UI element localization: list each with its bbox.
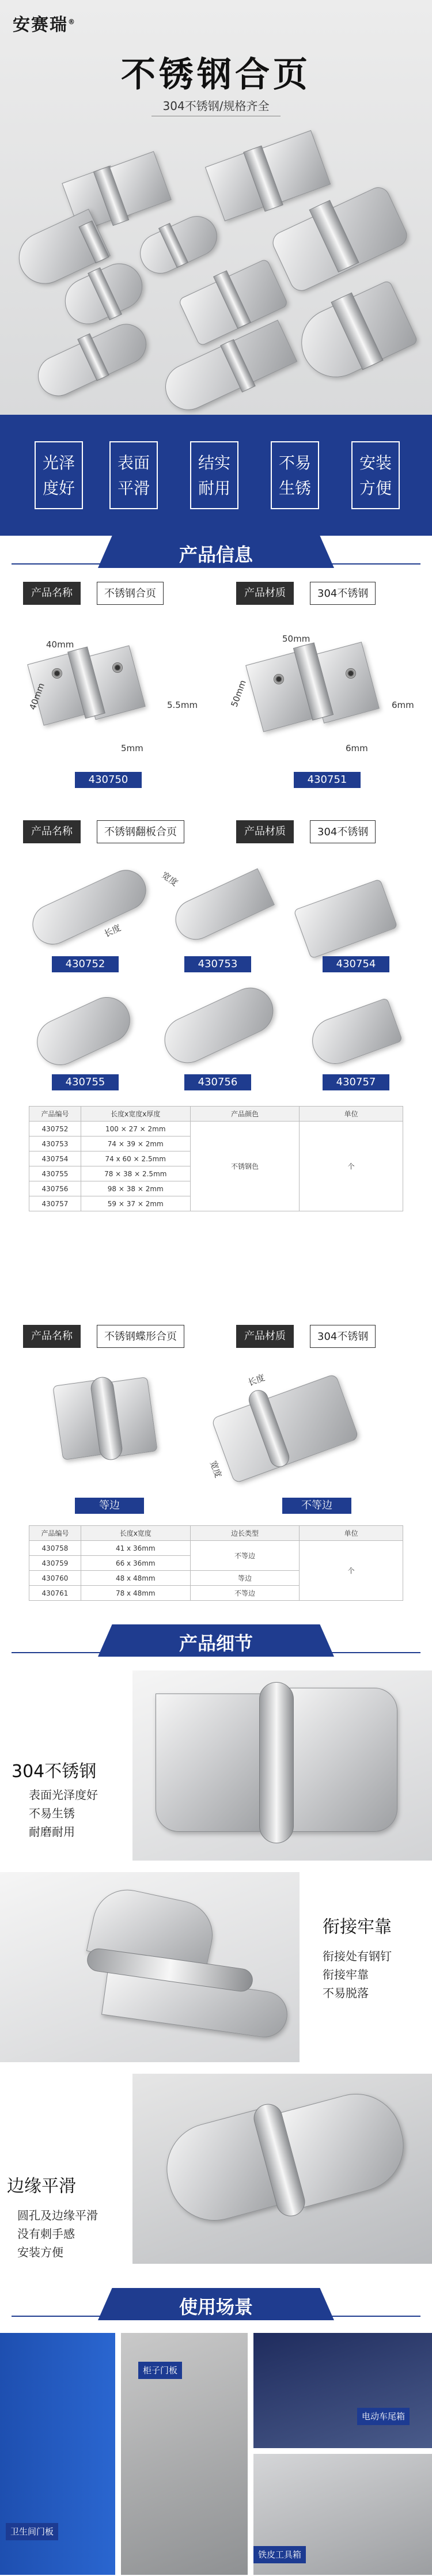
table-cell-color: 不锈钢色 xyxy=(190,1122,300,1211)
section-title-info: 产品信息 xyxy=(179,544,253,566)
hero-subtitle-text: 304不锈钢/规格齐全 xyxy=(151,97,281,116)
table-cell-size: 74 × 39 × 2mm xyxy=(81,1137,190,1151)
product-code: 430752 xyxy=(52,956,119,972)
table-header: 产品编号 xyxy=(29,1107,81,1122)
table-cell-type: 不等边 xyxy=(190,1586,300,1601)
group2-material: 304不锈钢 xyxy=(310,820,376,843)
dim-thickness: 5.5mm xyxy=(167,700,198,710)
table-cell-size: 48 x 48mm xyxy=(81,1571,190,1586)
label-product-name: 产品名称 xyxy=(23,1325,81,1348)
product-image-430755 xyxy=(29,990,138,1073)
table-cell-type: 不等边 xyxy=(190,1541,300,1571)
table-cell-size: 78 × 38 × 2.5mm xyxy=(81,1166,190,1181)
table-cell-size: 78 x 48mm xyxy=(81,1586,190,1601)
spec-table-flap xyxy=(29,1106,403,1211)
table-cell-code: 430758 xyxy=(29,1541,81,1556)
table-header: 长度x宽度 xyxy=(81,1526,190,1541)
detail-line: 不易生锈 xyxy=(29,1806,75,1820)
label-product-name: 产品名称 xyxy=(23,820,81,843)
table-cell-size: 98 × 38 × 2mm xyxy=(81,1181,190,1196)
detail-line: 不易脱落 xyxy=(323,1986,369,2000)
spec-table-butterfly xyxy=(29,1525,403,1601)
table-header: 产品编号 xyxy=(29,1526,81,1541)
detail-line: 安装方便 xyxy=(17,2245,63,2259)
dim-knuckle: 6mm xyxy=(346,743,368,753)
table-cell-size: 66 x 36mm xyxy=(81,1556,190,1571)
dim-width: 50mm xyxy=(282,634,310,644)
detail-line: 耐磨耐用 xyxy=(29,1825,75,1839)
table-cell-type: 等边 xyxy=(190,1571,300,1586)
product-image-430754 xyxy=(293,878,397,959)
table-cell-code: 430760 xyxy=(29,1571,81,1586)
dim-width: 40mm xyxy=(46,639,74,650)
benefits-bar xyxy=(0,415,432,536)
product-code: 430750 xyxy=(75,772,142,788)
detail-line: 衔接处有钢钉 xyxy=(323,1949,392,1963)
label-product-material: 产品材质 xyxy=(236,582,294,605)
detail-line: 衔接牢靠 xyxy=(323,1968,369,1982)
detail-photo-1 xyxy=(132,1670,432,1861)
table-cell-code: 430755 xyxy=(29,1166,81,1181)
table-cell-code: 430757 xyxy=(29,1196,81,1211)
table-header: 边长类型 xyxy=(190,1526,300,1541)
detail-line: 圆孔及边缘平滑 xyxy=(17,2208,98,2222)
table-row xyxy=(29,1541,403,1556)
label-product-name: 产品名称 xyxy=(23,582,81,605)
table-cell-unit: 个 xyxy=(300,1541,403,1601)
usage-photo-ebike xyxy=(253,2333,432,2448)
table-cell-code: 430761 xyxy=(29,1586,81,1601)
benefit-2: 表面平滑 xyxy=(109,441,158,509)
product-code: 430753 xyxy=(184,956,251,972)
group3-name: 不锈钢蝶形合页 xyxy=(97,1325,184,1348)
product-code: 430756 xyxy=(184,1074,251,1090)
usage-caption: 卫生间门板 xyxy=(6,2523,58,2540)
dim-height: 40mm xyxy=(27,681,47,711)
benefit-1: 光泽度好 xyxy=(35,441,83,509)
detail-text-2 xyxy=(323,1947,392,2002)
product-code: 430755 xyxy=(52,1074,119,1090)
benefit-3: 结实耐用 xyxy=(190,441,238,509)
hero-subtitle xyxy=(0,97,432,116)
table-cell-code: 430752 xyxy=(29,1122,81,1137)
detail-text-3 xyxy=(17,2206,98,2261)
table-cell-size: 41 x 36mm xyxy=(81,1541,190,1556)
table-cell-size: 100 × 27 × 2mm xyxy=(81,1122,190,1137)
table-header: 单位 xyxy=(300,1526,403,1541)
detail-line: 没有刺手感 xyxy=(17,2227,75,2241)
detail-photo-2 xyxy=(0,1872,300,2062)
table-header: 产品颜色 xyxy=(190,1107,300,1122)
product-image-430753 xyxy=(169,868,275,946)
product-code: 430754 xyxy=(323,956,389,972)
table-cell-code: 430754 xyxy=(29,1151,81,1166)
label-product-material: 产品材质 xyxy=(236,1325,294,1348)
table-cell-code: 430753 xyxy=(29,1137,81,1151)
detail-photo-3 xyxy=(132,2074,432,2264)
brand-logo: 安赛瑞® xyxy=(13,15,76,35)
usage-caption: 电动车尾箱 xyxy=(357,2408,410,2425)
group3-material: 304不锈钢 xyxy=(310,1325,376,1348)
dim-width: 宽度 xyxy=(207,1459,224,1479)
detail-text-1 xyxy=(29,1786,98,1841)
product-code: 430757 xyxy=(323,1074,389,1090)
hero-title: 不锈钢合页 xyxy=(121,55,311,95)
product-code: 430751 xyxy=(294,772,361,788)
group1-name: 不锈钢合页 xyxy=(97,582,164,605)
hero-banner xyxy=(0,0,432,415)
table-cell-unit: 个 xyxy=(300,1122,403,1211)
product-image-430752 xyxy=(26,863,153,951)
label-product-material: 产品材质 xyxy=(236,820,294,843)
detail-title-3: 边缘平滑 xyxy=(7,2176,76,2196)
benefit-5: 安装方便 xyxy=(351,441,400,509)
benefit-4: 不易生锈 xyxy=(271,441,319,509)
usage-caption: 铁皮工具箱 xyxy=(253,2546,306,2563)
dim-knuckle: 5mm xyxy=(121,743,143,753)
product-image-430757 xyxy=(306,998,403,1070)
table-cell-code: 430759 xyxy=(29,1556,81,1571)
detail-title-2: 衔接牢靠 xyxy=(323,1917,392,1937)
label-unequal: 不等边 xyxy=(282,1498,351,1514)
usage-caption: 柜子门板 xyxy=(138,2362,182,2379)
dim-thickness: 6mm xyxy=(392,700,414,710)
table-cell-size: 59 × 37 × 2mm xyxy=(81,1196,190,1211)
group2-name: 不锈钢翻板合页 xyxy=(97,820,184,843)
detail-line: 表面光泽度好 xyxy=(29,1788,98,1802)
section-title-detail: 产品细节 xyxy=(179,1632,253,1654)
detail-title-1: 304不锈钢 xyxy=(12,1761,97,1782)
brand-logo-text: 安赛瑞 xyxy=(13,15,68,35)
dim-length: 长度 xyxy=(246,1372,267,1388)
table-header: 长度x宽度x厚度 xyxy=(81,1107,190,1122)
section-title-usage: 使用场景 xyxy=(179,2296,253,2318)
table-header: 单位 xyxy=(300,1107,403,1122)
table-cell-size: 74 x 60 × 2.5mm xyxy=(81,1151,190,1166)
product-image-430756 xyxy=(157,980,281,1070)
table-cell-code: 430756 xyxy=(29,1181,81,1196)
label-equal: 等边 xyxy=(75,1498,144,1514)
dim-width: 宽度 xyxy=(160,869,180,888)
dim-height: 50mm xyxy=(229,679,248,709)
dim-length: 长度 xyxy=(102,922,123,940)
group1-material: 304不锈钢 xyxy=(310,582,376,605)
table-row xyxy=(29,1122,403,1137)
